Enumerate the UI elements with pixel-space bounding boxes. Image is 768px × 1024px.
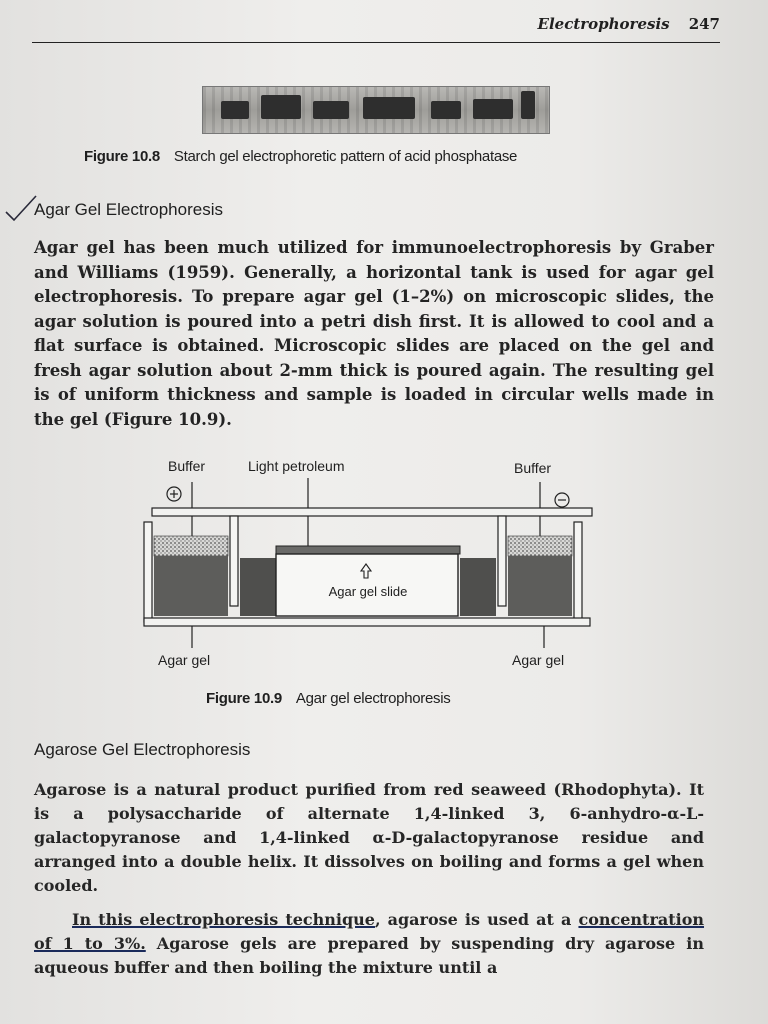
figure-number: Figure 10.8: [84, 148, 160, 165]
label-agar-gel-right: Agar gel: [512, 652, 565, 668]
figure-10-9-caption: [206, 690, 450, 707]
gel-band: [313, 101, 349, 119]
agar-paragraph: Agar gel has been much utilized for immunoelectrophoresis by Graber and Williams (1959). Generally, a horizontal tank is used for agar gel electrophoresis. To prepare agar gel (1–2%) on microscopic slides, the agar solution is poured into a petri dish first. It is allowed to cool and a flat surface is obtained. Microscopic slides are placed on the gel and fresh agar solution about 2-mm thick is poured again. The resulting gel is of uniform thickness and sample is loaded in circular wells made in the gel (Figure 10.9).: [34, 238, 714, 429]
underlined-phrase: concentration of 1 to 3%.: [34, 910, 705, 953]
label-agar-gel-slide: Agar gel slide: [328, 584, 408, 599]
agarose-paragraph-1: Agarose is a natural product purified from red seaweed (Rhodophyta). It is a polysaccharide of alternate 1,4-linked 3, 6-anhydro-α-L-galactopyranose and 1,4-linked α-D-galactopyranose residue and arranged into a double helix. It dissolves on boiling and forms a gel when cooled.: [34, 780, 704, 895]
gel-band: [431, 101, 461, 119]
agarose-paragraph-2: [34, 908, 704, 980]
label-buffer-left: Buffer: [168, 458, 206, 474]
page-number: 247: [688, 15, 720, 33]
figure-10-8-caption: [84, 148, 517, 165]
paragraph-text: Agarose gels are prepared by suspending dry agarose in aqueous buffer and then boiling the mixture until a: [34, 934, 704, 977]
label-agar-gel-left: Agar gel: [158, 652, 211, 668]
label-buffer-right: Buffer: [514, 460, 552, 476]
gel-band: [221, 101, 249, 119]
section-heading-agarose: Agarose Gel Electrophoresis: [34, 740, 251, 759]
running-head: [32, 14, 720, 43]
gel-band: [521, 91, 535, 119]
gel-band: [473, 99, 513, 119]
handwritten-tick-mark: [4, 194, 38, 224]
figure-number: Figure 10.9: [206, 690, 282, 707]
agar-gel-apparatus-diagram: [130, 478, 610, 658]
underlined-phrase: In this electrophoresis technique: [72, 910, 375, 929]
paragraph-text: , agarose is used at a: [374, 910, 579, 929]
running-head-title: Electrophoresis: [537, 15, 670, 33]
figure-caption-text: Starch gel electrophoretic pattern of acid phosphatase: [173, 148, 518, 165]
figure-caption-text: Agar gel electrophoresis: [295, 690, 451, 707]
gel-band: [261, 95, 301, 119]
gel-band: [363, 97, 415, 119]
section-heading-agar: Agar Gel Electrophoresis: [34, 200, 223, 219]
figure-10-8-gel-image: [202, 86, 550, 134]
label-light-petroleum: Light petroleum: [248, 458, 345, 474]
